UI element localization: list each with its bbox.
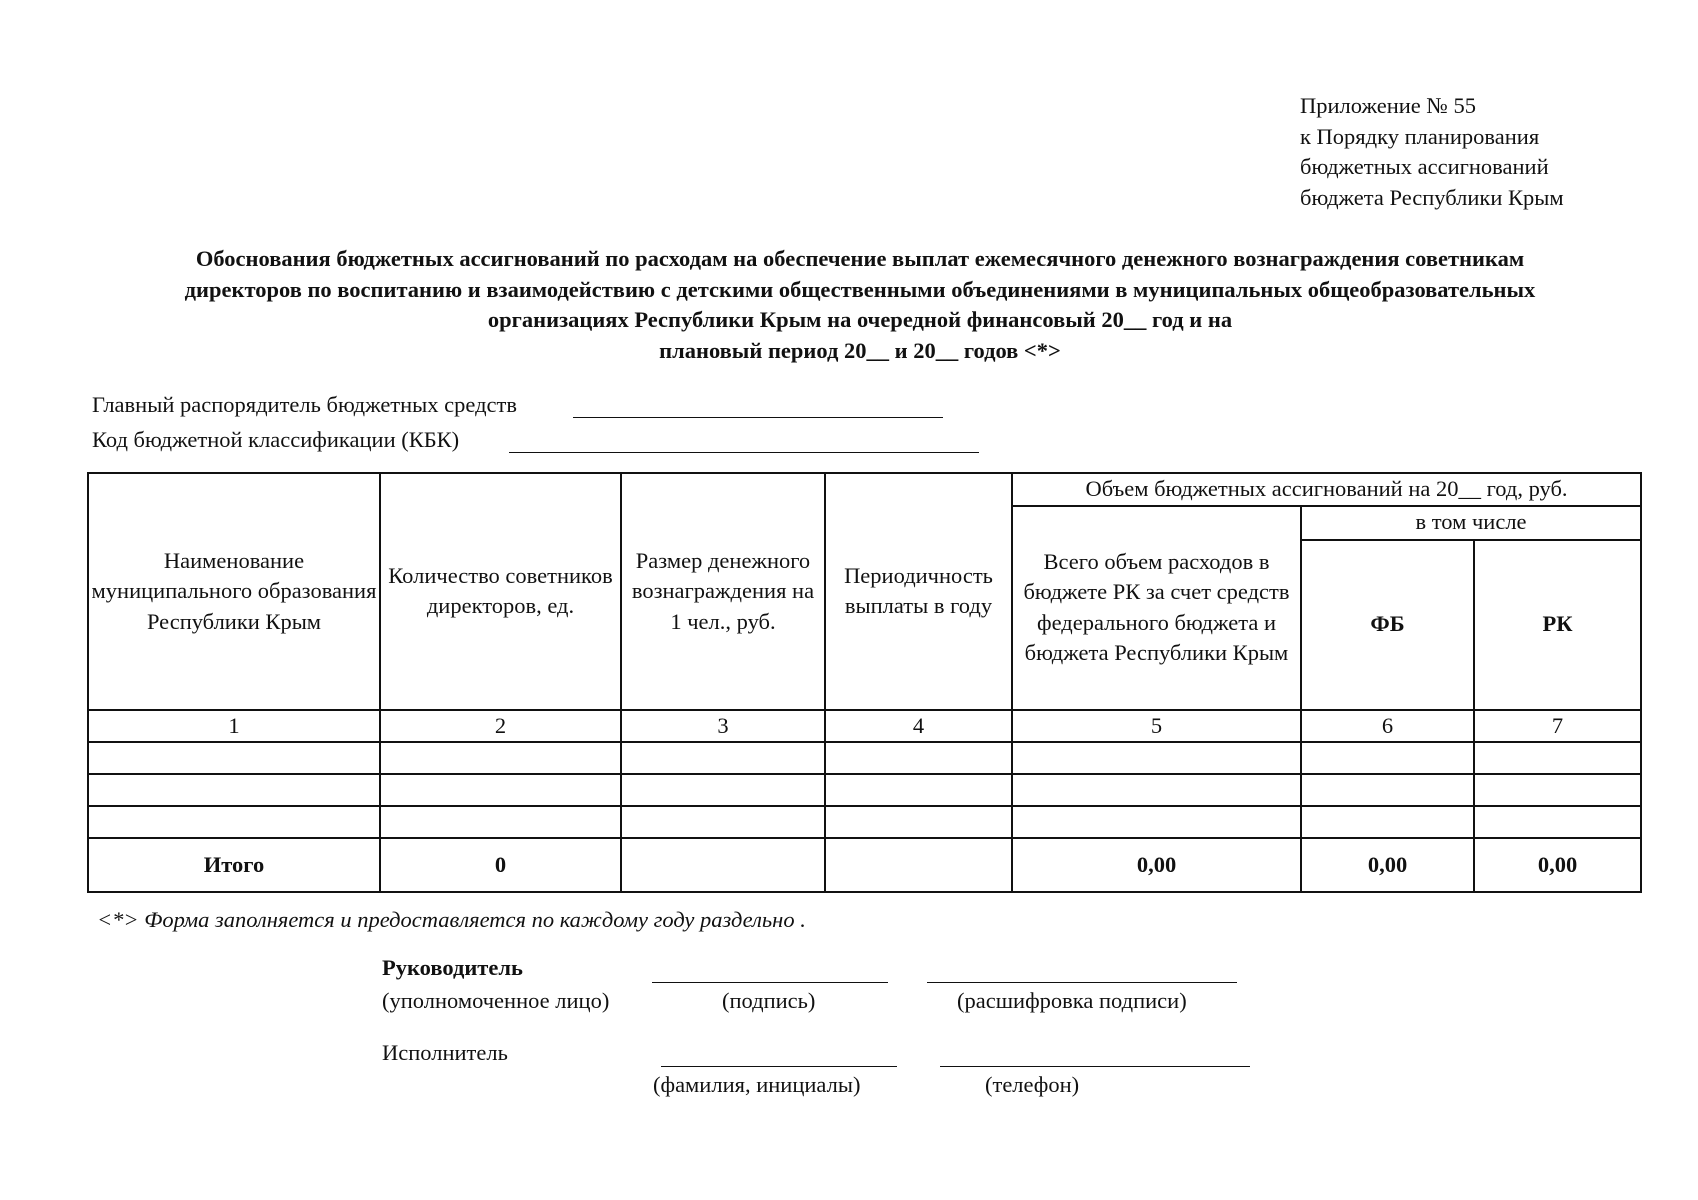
column-numbers-row <box>88 710 1641 743</box>
table-cell[interactable] <box>1301 806 1474 838</box>
signature-decoding-blank[interactable] <box>927 958 1237 983</box>
total-payment-amount <box>621 838 825 892</box>
column-number: 2 <box>380 710 621 743</box>
table-cell[interactable] <box>88 774 380 806</box>
column-number: 6 <box>1301 710 1474 743</box>
column-number: 1 <box>88 710 380 743</box>
table-cell[interactable] <box>380 742 621 774</box>
total-advisors-count: 0 <box>380 838 621 892</box>
table-row <box>88 742 1641 774</box>
footnote: <*> Форма заполняется и предоставляется по каждому году раздельно . <box>97 907 806 932</box>
header-budget-volume: Объем бюджетных ассигнований на 20__ год, руб. <box>1012 473 1641 506</box>
column-number: 3 <box>621 710 825 743</box>
header-including: в том числе <box>1301 506 1641 540</box>
head-sub-label: (уполномоченное лицо) <box>382 988 610 1013</box>
signature-caption: (подпись) <box>722 988 816 1013</box>
table-row <box>88 774 1641 806</box>
table-cell[interactable] <box>825 806 1012 838</box>
table-row <box>88 806 1641 838</box>
header-total-expenses: Всего объем расходов в бюджете РК за счет средств федерального бюджета и бюджета Республики Крым <box>1012 506 1301 710</box>
head-label: Руководитель <box>382 955 523 980</box>
header-payment-frequency: Периодичность выплаты в году <box>825 473 1012 710</box>
main-manager-label: Главный распорядитель бюджетных средств <box>92 392 517 417</box>
table-cell[interactable] <box>621 742 825 774</box>
table-cell[interactable] <box>88 806 380 838</box>
table-cell[interactable] <box>1301 742 1474 774</box>
header-rk: РК <box>1474 540 1641 710</box>
table-cell[interactable] <box>380 806 621 838</box>
kbk-blank[interactable] <box>509 431 979 453</box>
total-fb-value: 0,00 <box>1301 838 1474 892</box>
appendix-line: бюджета Республики Крым <box>1300 184 1564 210</box>
total-row <box>88 838 1641 892</box>
appendix-reference <box>1300 91 1660 213</box>
title-line: плановый период 20__ и 20__ годов <*> <box>659 337 1061 363</box>
table-cell[interactable] <box>88 742 380 774</box>
column-number: 4 <box>825 710 1012 743</box>
appendix-line: Приложение № 55 <box>1300 93 1476 118</box>
executor-name-blank[interactable] <box>661 1042 897 1067</box>
phone-caption: (телефон) <box>985 1072 1080 1097</box>
appendix-line: бюджетных ассигнований <box>1300 154 1549 179</box>
table-cell[interactable] <box>825 774 1012 806</box>
signature-blank[interactable] <box>652 958 888 983</box>
header-advisors-count: Количество советников директоров, ед. <box>380 473 621 710</box>
main-manager-blank[interactable] <box>573 396 943 418</box>
name-caption: (фамилия, инициалы) <box>653 1072 861 1097</box>
title-line: Обоснования бюджетных ассигнований по расходам на обеспечение выплат ежемесячного денежного вознаграждения советникам <box>195 246 1525 271</box>
budget-table <box>87 472 1642 893</box>
table-cell[interactable] <box>1012 742 1301 774</box>
executor-phone-blank[interactable] <box>940 1042 1250 1067</box>
table-cell[interactable] <box>1301 774 1474 806</box>
signature-decoding-caption: (расшифровка подписи) <box>957 988 1187 1013</box>
table-cell[interactable] <box>1474 774 1641 806</box>
table-cell[interactable] <box>825 742 1012 774</box>
header-payment-amount: Размер денежного вознаграждения на 1 чел., руб. <box>621 473 825 710</box>
total-payment-frequency <box>825 838 1012 892</box>
column-number: 5 <box>1012 710 1301 743</box>
header-fb: ФБ <box>1301 540 1474 710</box>
title-line: директоров по воспитанию и взаимодействию с детскими общественными объединениями в муниципальных общеобразовательных <box>184 276 1536 302</box>
total-expenses-value: 0,00 <box>1012 838 1301 892</box>
table-cell[interactable] <box>621 806 825 838</box>
kbk-label: Код бюджетной классификации (КБК) <box>92 427 460 452</box>
table-cell[interactable] <box>1012 806 1301 838</box>
table-cell[interactable] <box>1012 774 1301 806</box>
column-number: 7 <box>1474 710 1641 743</box>
table-cell[interactable] <box>1474 806 1641 838</box>
document-title <box>95 244 1625 366</box>
total-label: Итого <box>88 838 380 892</box>
executor-label: Исполнитель <box>382 1040 508 1065</box>
table-cell[interactable] <box>621 774 825 806</box>
table-cell[interactable] <box>380 774 621 806</box>
header-municipality: Наименование муниципального образования Республики Крым <box>88 473 380 710</box>
appendix-line: к Порядку планирования <box>1300 123 1540 149</box>
table-cell[interactable] <box>1474 742 1641 774</box>
title-line: организациях Республики Крым на очередной финансовый 20__ год и на <box>487 307 1233 332</box>
total-rk-value: 0,00 <box>1474 838 1641 892</box>
